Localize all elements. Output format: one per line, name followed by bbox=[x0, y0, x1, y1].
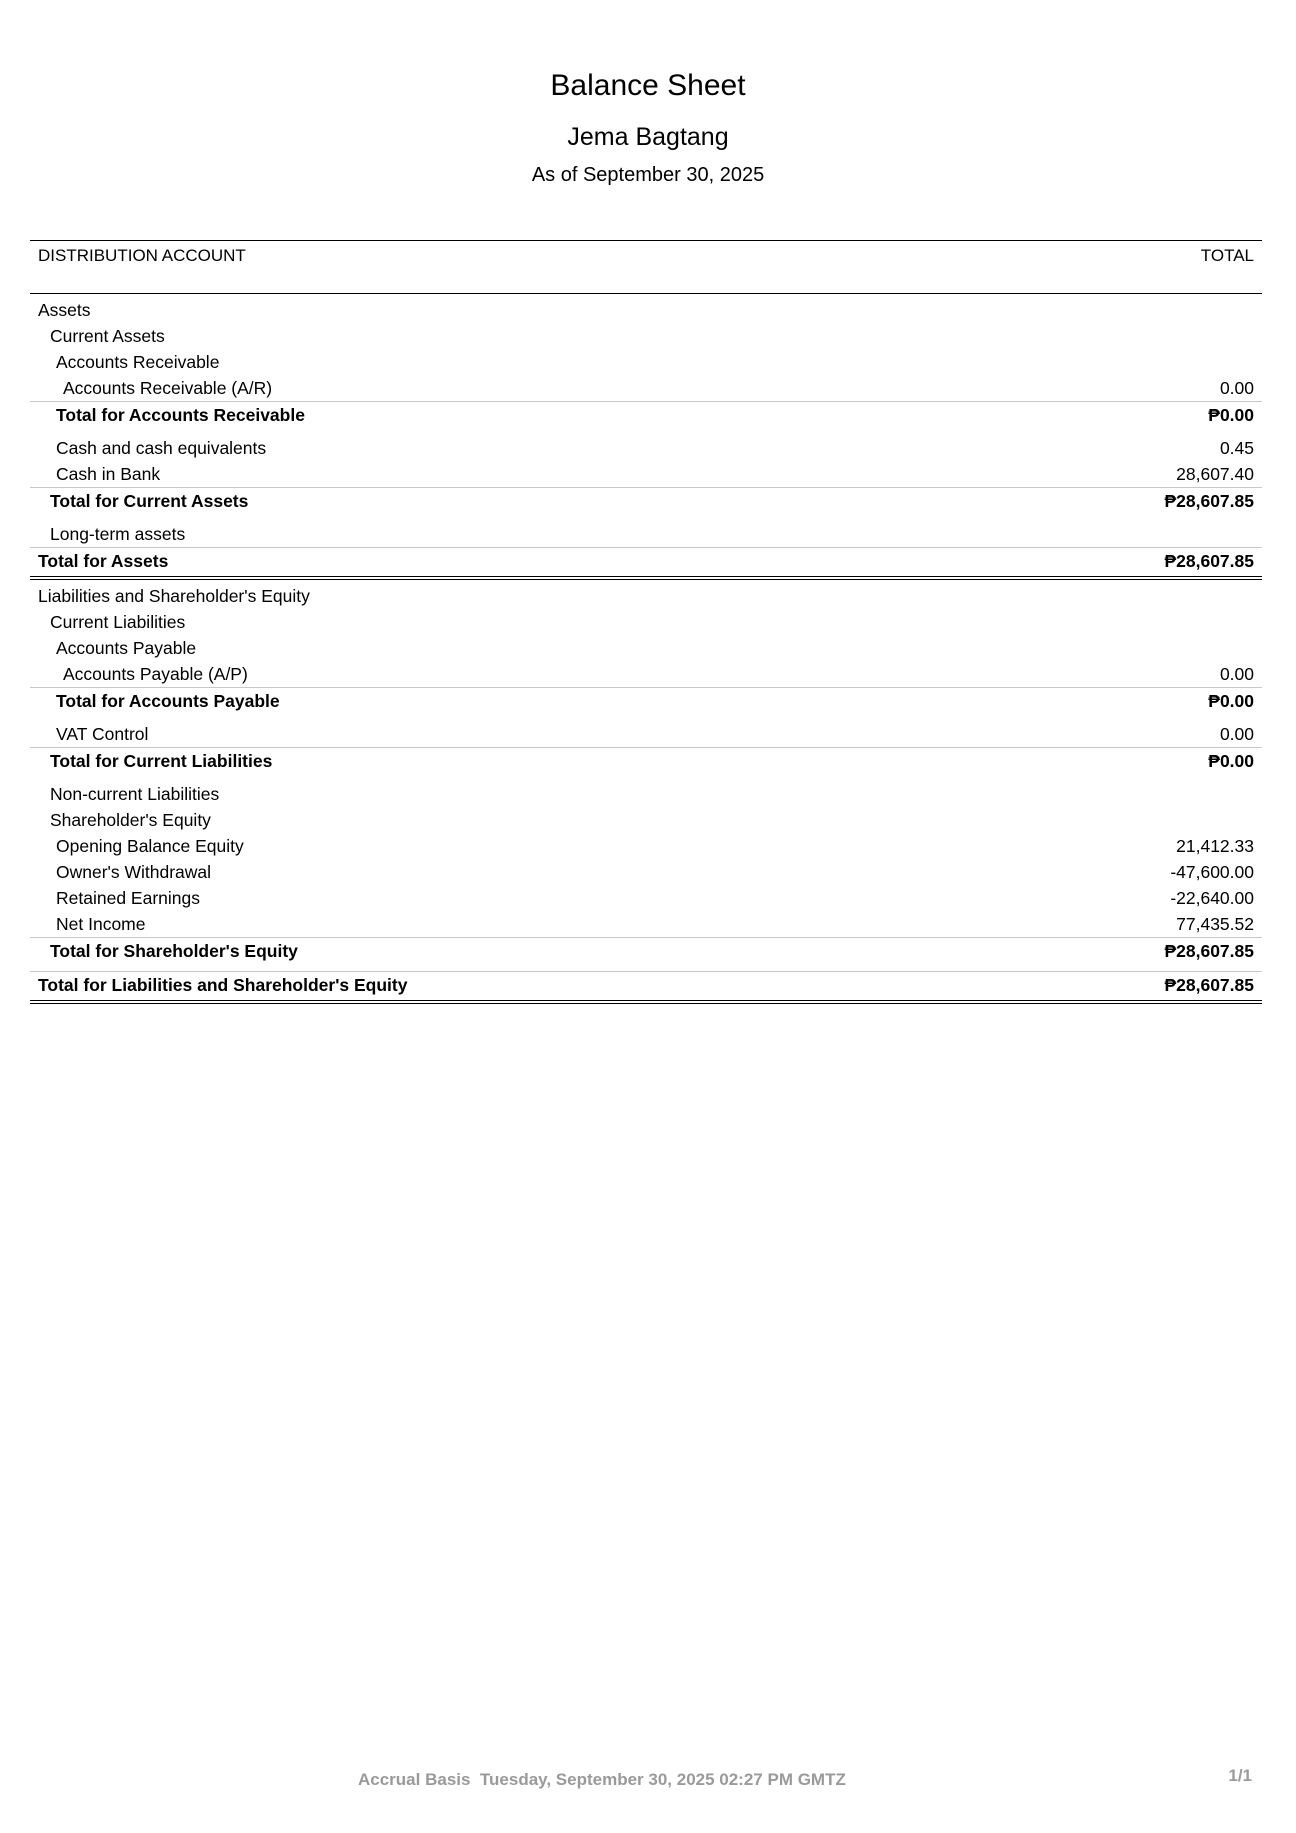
row-amount: ₱0.00 bbox=[1208, 691, 1254, 711]
section-liabilities-equity bbox=[30, 583, 1262, 609]
group-noncurrent-liabilities bbox=[30, 781, 1262, 807]
total-row-ap bbox=[30, 687, 1262, 714]
row-amount: 0.00 bbox=[1219, 378, 1254, 398]
row-label: Accounts Payable bbox=[56, 638, 197, 658]
total-row-assets bbox=[30, 547, 1262, 580]
row-label: Total for Assets bbox=[38, 551, 169, 571]
group-current-assets bbox=[30, 323, 1262, 349]
row-label: Opening Balance Equity bbox=[56, 836, 244, 856]
row-amount: 0.00 bbox=[1219, 664, 1254, 684]
column-total: TOTAL bbox=[1200, 246, 1254, 265]
row-label: Accounts Receivable bbox=[56, 352, 220, 372]
account-row-net-income bbox=[30, 911, 1262, 937]
row-label: Total for Accounts Payable bbox=[56, 691, 280, 711]
row-label: Long-term assets bbox=[50, 524, 186, 544]
row-amount: ₱28,607.85 bbox=[1164, 975, 1254, 995]
total-row-ar bbox=[30, 401, 1262, 428]
total-row-shareholders-equity bbox=[30, 937, 1262, 964]
account-row-cash-in-bank bbox=[30, 461, 1262, 487]
row-amount: -47,600.00 bbox=[1170, 862, 1254, 882]
row-label: Shareholder's Equity bbox=[50, 810, 211, 830]
report-title: Balance Sheet bbox=[550, 69, 746, 102]
report-date: As of September 30, 2025 bbox=[531, 164, 765, 186]
row-amount: 21,412.33 bbox=[1176, 836, 1254, 856]
row-label: Cash in Bank bbox=[56, 464, 161, 484]
row-label: Total for Liabilities and Shareholder's Equity bbox=[38, 975, 408, 995]
column-account: DISTRIBUTION ACCOUNT bbox=[38, 246, 246, 265]
account-row-owners-withdrawal bbox=[30, 859, 1262, 885]
row-amount: 0.00 bbox=[1219, 724, 1254, 744]
total-row-liabilities-equity bbox=[30, 971, 1262, 1004]
row-label: Total for Accounts Receivable bbox=[56, 405, 305, 425]
group-accounts-payable bbox=[30, 635, 1262, 661]
row-amount: ₱0.00 bbox=[1208, 751, 1254, 771]
row-label: Net Income bbox=[56, 914, 146, 934]
group-accounts-receivable bbox=[30, 349, 1262, 375]
total-row-current-liabilities bbox=[30, 747, 1262, 774]
row-label: Total for Current Liabilities bbox=[50, 751, 273, 771]
row-amount: 28,607.40 bbox=[1176, 464, 1254, 484]
section-assets bbox=[30, 297, 1262, 323]
row-label: Non-current Liabilities bbox=[50, 784, 220, 804]
group-long-term-assets bbox=[30, 521, 1262, 547]
total-row-current-assets bbox=[30, 487, 1262, 514]
row-label: Owner's Withdrawal bbox=[56, 862, 212, 882]
account-row-vat bbox=[30, 721, 1262, 747]
row-label: Current Liabilities bbox=[50, 612, 186, 632]
row-amount: ₱28,607.85 bbox=[1164, 941, 1254, 961]
row-label: VAT Control bbox=[56, 724, 149, 744]
account-row-cash-equivalents bbox=[30, 435, 1262, 461]
group-shareholders-equity bbox=[30, 807, 1262, 833]
account-row-ar bbox=[30, 375, 1262, 401]
row-label: Liabilities and Shareholder's Equity bbox=[38, 586, 310, 606]
row-amount: ₱28,607.85 bbox=[1164, 551, 1254, 571]
row-label: Total for Shareholder's Equity bbox=[50, 941, 298, 961]
row-label: Cash and cash equivalents bbox=[56, 438, 267, 458]
row-amount: -22,640.00 bbox=[1170, 888, 1254, 908]
group-current-liabilities bbox=[30, 609, 1262, 635]
row-amount: 77,435.52 bbox=[1176, 914, 1254, 934]
row-label: Accounts Receivable (A/R) bbox=[63, 378, 273, 398]
account-row-opening-balance bbox=[30, 833, 1262, 859]
row-amount: ₱28,607.85 bbox=[1164, 491, 1254, 511]
account-row-ap bbox=[30, 661, 1262, 687]
row-amount: 0.45 bbox=[1219, 438, 1254, 458]
company-name: Jema Bagtang bbox=[567, 123, 729, 151]
account-row-retained-earnings bbox=[30, 885, 1262, 911]
row-label: Current Assets bbox=[50, 326, 165, 346]
column-header bbox=[30, 240, 1262, 294]
row-label: Total for Current Assets bbox=[50, 491, 249, 511]
row-label: Retained Earnings bbox=[56, 888, 200, 908]
row-label: Accounts Payable (A/P) bbox=[63, 664, 248, 684]
page-number: 1/1 bbox=[1228, 1766, 1252, 1785]
row-label: Assets bbox=[38, 300, 91, 320]
balance-sheet-table bbox=[30, 240, 1262, 1004]
report-footer: Accrual Basis Tuesday, September 30, 2025 02:27 PM GMTZ bbox=[358, 1770, 846, 1789]
row-amount: ₱0.00 bbox=[1208, 405, 1254, 425]
